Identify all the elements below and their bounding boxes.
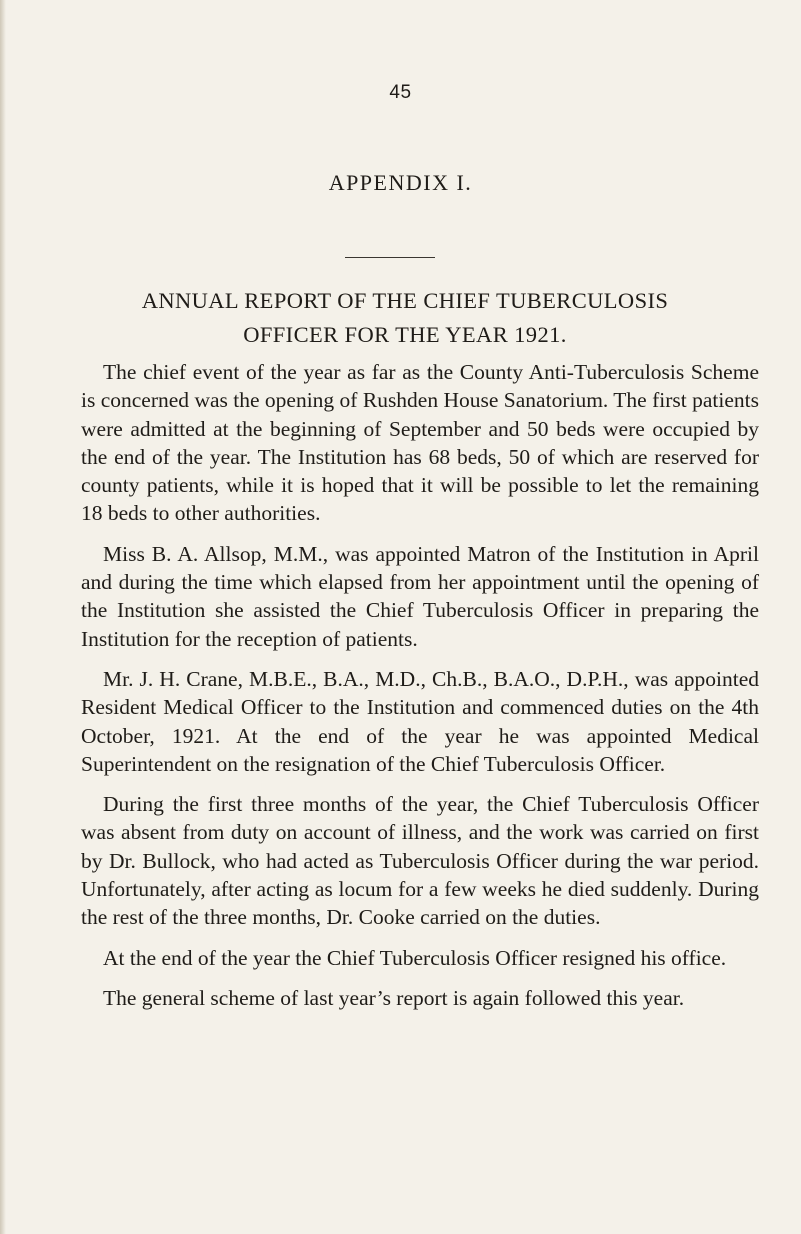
report-title-line-1: ANNUAL REPORT OF THE CHIEF TUBERCULOSIS bbox=[141, 288, 669, 313]
divider-rule bbox=[345, 257, 435, 258]
page-number: 45 bbox=[389, 82, 412, 103]
report-title bbox=[60, 284, 750, 352]
paragraph-resignation: At the end of the year the Chief Tuberculosis Officer resigned his office. bbox=[103, 945, 727, 970]
appendix-title: APPENDIX I. bbox=[328, 170, 473, 195]
paragraph-officer-illness: During the first three months of the year, the Chief Tuberculosis Officer was absent from duty on account of illness, and the work was carried on first by Dr. Bullock, who had acted as Tuberculosis Officer during the war period. Unfortunately, after acting as locum for a few weeks he died suddenly. During the rest of the three months, Dr. Cooke carried on the duties. bbox=[81, 792, 759, 930]
paragraph-general-scheme: The general scheme of last year’s report is again followed this year. bbox=[103, 985, 685, 1010]
paragraph-resident-medical-officer: Mr. J. H. Crane, M.B.E., B.A., M.D., Ch.B., B.A.O., D.P.H., was appointed Resident Medical Officer to the Institution and commenced duties on the 4th October, 1921. At the end of the year he was appointed Medical Superintendent on the resignation of the Chief Tuberculosis Officer. bbox=[81, 666, 759, 776]
report-body bbox=[81, 358, 759, 1024]
paragraph-sanatorium-opening: The chief event of the year as far as the County Anti-Tuberculosis Scheme is concerned was the opening of Rushden House Sanatorium. The first patients were admitted at the beginning of September and 50 beds were occupied by the end of the year. The Institution has 68 beds, 50 of which are reserved for county patients, while it is hoped that it will be possible to let the remaining 18 beds to other authorities. bbox=[81, 360, 759, 526]
report-title-line-2: OFFICER FOR THE YEAR 1921. bbox=[243, 322, 567, 347]
paragraph-matron-appointment: Miss B. A. Allsop, M.M., was appointed Matron of the Institution in April and during the time which elapsed from her appointment until the opening of the Institution she assisted the Chief Tuberculosis Officer in preparing the Institution for the reception of patients. bbox=[81, 541, 759, 651]
